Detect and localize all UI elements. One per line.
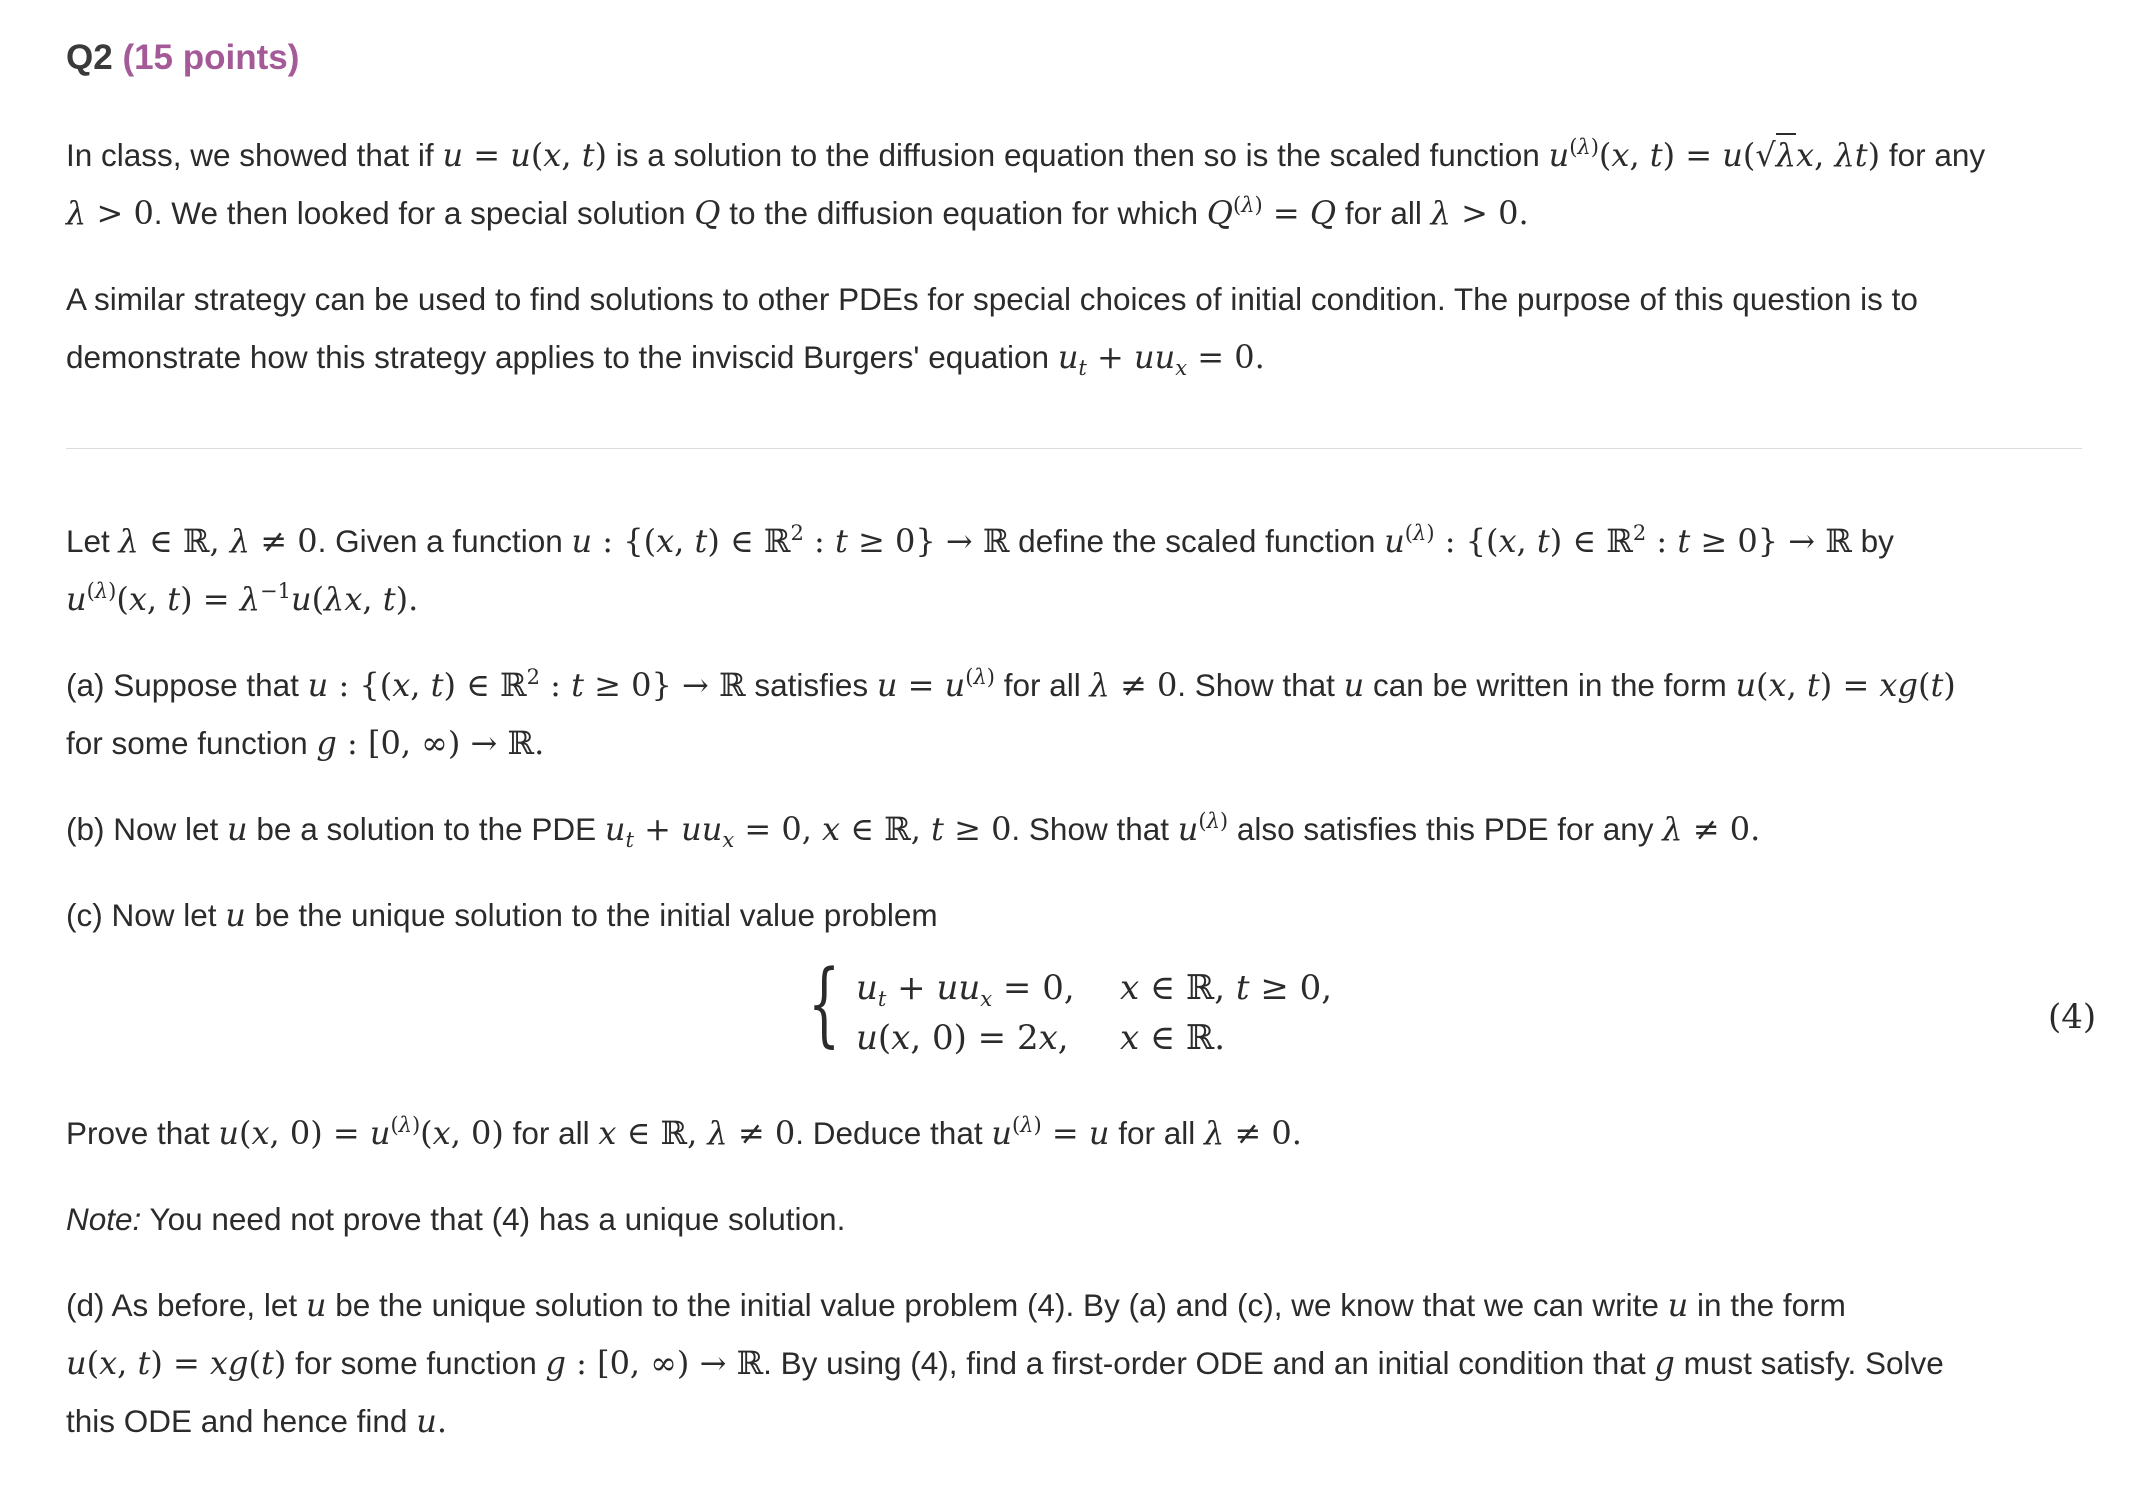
math-scaled-diffusion: $u^{(\lambda)}(x$, t) = u(√λx, λt) xyxy=(1548,135,1881,174)
part-d-line-2: u(x, t) = xg(t) for some function g : [0, ∞) → ℝ. By using (4), find a first-order ODE and an initial condition that g must satisfy. Solve xyxy=(66,1344,1944,1382)
question-label: Q2 xyxy=(66,38,113,77)
ivp-system xyxy=(808,950,1333,1076)
part-a-line-1: (a) Suppose that u : {(x, t) ∈ ℝ$^2$ : t ≥ 0} → ℝ satisfies $u = u^{(\lambda)}$ for all λ ≠ 0. Show that u can be written in the form u(x, t) = xg(t) xyxy=(66,665,1956,704)
math-q-invariant: $Q^{(\lambda)} = Q$ xyxy=(1206,193,1337,232)
math-ulambda-domain: $u^{(\lambda)}$ : {(x, t) ∈ ℝ$^2$ : t ≥ 0} → ℝ xyxy=(1384,521,1852,560)
part-d-line-1: (d) As before, let u be the unique solution to the initial value problem (4). By (a) and (c), we know that we can write u in the form xyxy=(66,1286,1846,1324)
math-burgers: $u_t + uu_x = 0$. xyxy=(1057,338,1265,380)
intro-line-2: λ > 0. We then looked for a special solution Q to the diffusion equation for which $Q^{(\lambda)} = Q$ for all λ > 0. xyxy=(66,193,1529,232)
part-c-line: (c) Now let u be the unique solution to the initial value problem xyxy=(66,896,938,934)
note-label: Note: xyxy=(66,1201,142,1237)
math-u-domain: u : {(x, t) ∈ ℝ$^2$ : t ≥ 0} → ℝ xyxy=(571,521,1010,560)
equation-number: (4) xyxy=(2048,997,2097,1037)
math-form-xg: u(x, t) = xg(t) xyxy=(1735,666,1956,704)
setup-line-1: Let λ ∈ ℝ, λ ≠ 0. Given a function u : {(x, t) ∈ ℝ$^2$ : t ≥ 0} → ℝ define the scaled function $u^{(\lambda)}$ : {(x, t) ∈ ℝ$^2$ : t ≥ 0} → ℝ by xyxy=(66,521,1894,560)
ivp-row-initial: u(x, 0) = 2x, x ∈ ℝ. xyxy=(856,1018,1226,1058)
math-u-def: u = u(x, t) xyxy=(442,136,608,174)
question-points: (15 points) xyxy=(122,38,300,77)
part-c-prove-line: Prove that u(x, $0) = u^{(\lambda)}(x$, 0) for all x ∈ ℝ, λ ≠ 0. Deduce that $u^{(\lambda)} = u$ for all λ ≠ 0. xyxy=(66,1113,1302,1152)
question-heading xyxy=(66,38,299,78)
setup-line-2 xyxy=(66,570,418,628)
left-brace: { xyxy=(808,950,841,1057)
ivp-row-pde: $u_t + uu_x = 0$, x ∈ ℝ, t ≥ 0, xyxy=(856,968,1333,1011)
part-b-line: (b) Now let u be a solution to the PDE $u_t + uu_x = 0$, x ∈ ℝ, t ≥ 0. Show that $u^{(\lambda)}$ also satisfies this PDE for any λ ≠ 0. xyxy=(66,809,1761,852)
section-divider xyxy=(66,448,2082,449)
math-pde: $u_t + uu_x = 0$, x ∈ ℝ, t ≥ 0 xyxy=(604,810,1012,852)
note-line: Note: You need not prove that (4) has a unique solution. xyxy=(66,1201,846,1237)
intro-line-1: In class, we showed that if u = u(x, t) is a solution to the diffusion equation then so is the scaled function $u^{(\lambda)}(x$, t) = u(√λx, λt) for any xyxy=(66,135,1986,174)
math-scaling-def: $u^{(\lambda)}(x$, $t) = \lambda^{-1}u(\lambda x$, t). xyxy=(66,579,419,618)
part-a-line-2: for some function g : [0, ∞) → ℝ. xyxy=(66,724,545,762)
intro-line-3: A similar strategy can be used to find solutions to other PDEs for special choices of initial condition. The purpose of this question is to xyxy=(66,281,1918,317)
part-d-line-3: this ODE and hence find u. xyxy=(66,1402,447,1440)
intro-line-4: demonstrate how this strategy applies to the inviscid Burgers' equation $u_t + uu_x = 0$. xyxy=(66,338,1265,380)
